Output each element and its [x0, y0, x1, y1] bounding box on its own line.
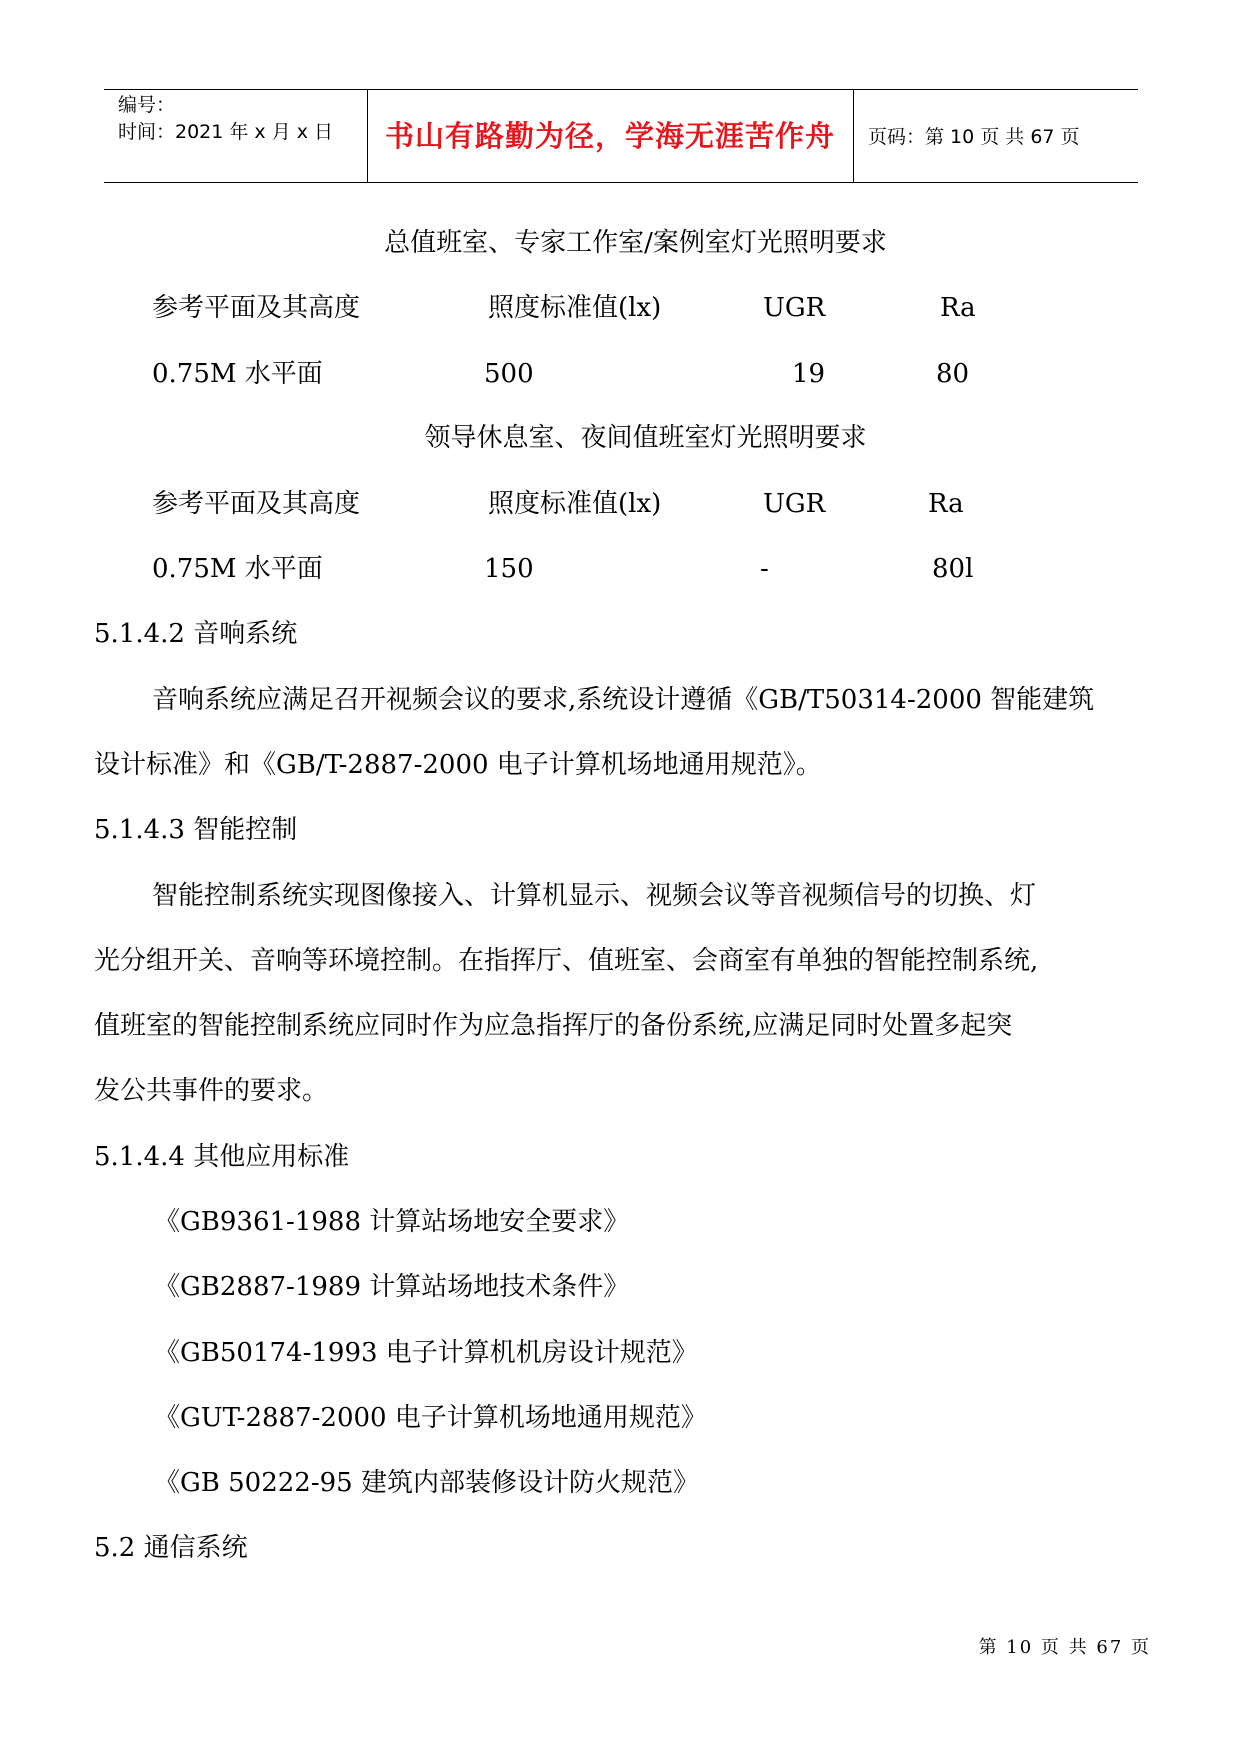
section-5143-paragraph-line4: 发公共事件的要求。	[94, 1076, 329, 1106]
section-5144-heading: 5.1.4.4 其他应用标准	[94, 1142, 350, 1172]
header-motto: 书山有路勤为径，学海无涯苦作舟	[384, 119, 835, 153]
section-5143-paragraph-line2: 光分组开关、音响等环境控制。在指挥厅、值班室、会商室有单独的智能控制系统,	[94, 946, 1039, 976]
header-top-rule	[104, 89, 1138, 90]
section-5143-paragraph-line3: 值班室的智能控制系统应同时作为应急指挥厅的备份系统,应满足同时处置多起突	[94, 1011, 1013, 1041]
table1-cell-plane: 0.75M 水平面	[152, 359, 323, 389]
table2-cell-illuminance: 150	[484, 554, 534, 584]
table1-title: 总值班室、专家工作室/案例室灯光照明要求	[384, 228, 887, 258]
table1-header-illuminance: 照度标准值(lx)	[488, 293, 662, 323]
table2-title: 领导休息室、夜间值班室灯光照明要求	[424, 423, 867, 453]
table1-header-ugr: UGR	[763, 293, 826, 323]
table1-cell-ugr: 19	[792, 359, 826, 389]
standard-item: 《GB9361-1988 计算站场地安全要求》	[154, 1207, 630, 1237]
table1-cell-ra: 80	[936, 359, 970, 389]
header-time-label: 时间：2021 年 x 月 x 日	[118, 121, 334, 143]
header-divider-right	[853, 89, 854, 182]
standard-item: 《GB 50222-95 建筑内部装修设计防火规范》	[154, 1468, 699, 1498]
standard-item: 《GUT-2887-2000 电子计算机场地通用规范》	[154, 1403, 707, 1433]
section-52-heading: 5.2 通信系统	[94, 1533, 248, 1563]
section-5142-paragraph-line1: 音响系统应满足召开视频会议的要求,系统设计遵循《GB/T50314-2000 智能建筑	[152, 685, 1095, 715]
standard-item: 《GB50174-1993 电子计算机机房设计规范》	[154, 1338, 698, 1368]
table2-header-reference-plane: 参考平面及其高度	[152, 489, 361, 519]
table2-cell-ra: 80l	[932, 554, 974, 584]
section-5143-heading: 5.1.4.3 智能控制	[94, 815, 298, 845]
footer-page-number: 第 10 页 共 67 页	[978, 1637, 1151, 1658]
header-bottom-rule	[104, 182, 1138, 183]
table2-header-ra: Ra	[928, 489, 964, 519]
table2-header-illuminance: 照度标准值(lx)	[488, 489, 662, 519]
table1-header-ra: Ra	[940, 293, 976, 323]
header-number-label: 编号：	[118, 94, 176, 116]
section-5143-paragraph-line1: 智能控制系统实现图像接入、计算机显示、视频会议等音视频信号的切换、灯	[152, 881, 1037, 911]
table2-header-ugr: UGR	[763, 489, 826, 519]
standard-item: 《GB2887-1989 计算站场地技术条件》	[154, 1272, 630, 1302]
table1-header-reference-plane: 参考平面及其高度	[152, 293, 361, 323]
section-5142-paragraph-line2: 设计标准》和《GB/T-2887-2000 电子计算机场地通用规范》。	[94, 750, 822, 780]
header-page-label: 页码：第 10 页 共 67 页	[868, 126, 1080, 148]
table2-cell-ugr: -	[760, 554, 769, 584]
table2-cell-plane: 0.75M 水平面	[152, 554, 323, 584]
table1-cell-illuminance: 500	[484, 359, 534, 389]
section-5142-heading: 5.1.4.2 音响系统	[94, 619, 298, 649]
